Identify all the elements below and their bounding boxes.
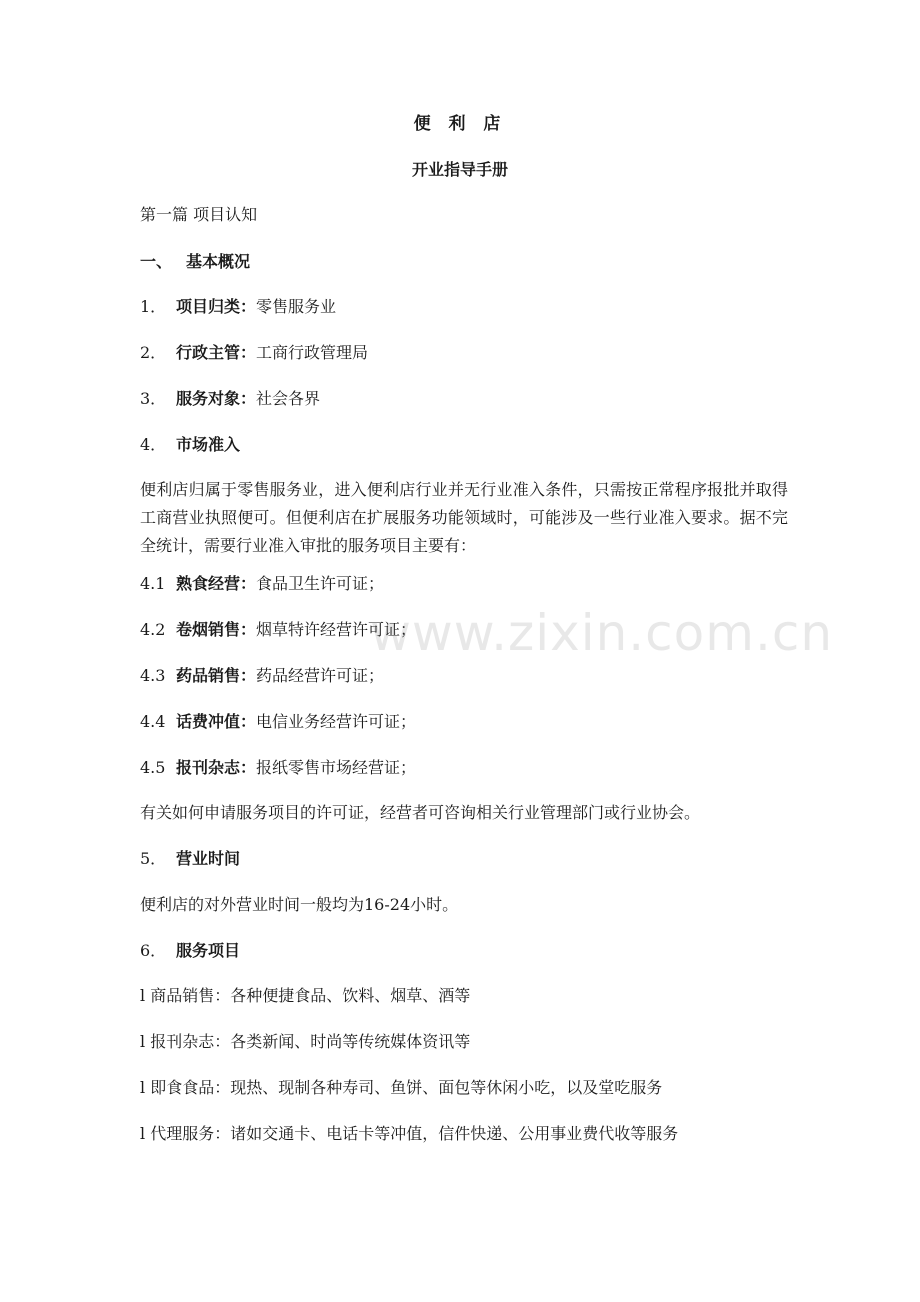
license-number: 4.5	[140, 758, 166, 777]
service-item: l 即食食品：现热、现制各种寿司、鱼饼、面包等休闲小吃，以及堂吃服务	[140, 1078, 663, 1097]
item-label: 营业时间	[176, 849, 241, 868]
item-number: 4．	[140, 435, 167, 454]
item-authority	[140, 343, 792, 363]
license-number: 4.1	[140, 574, 166, 593]
license-item	[140, 620, 792, 640]
part-heading: 第一篇 项目认知	[140, 205, 258, 224]
license-value: 烟草特许经营许可证；	[256, 620, 417, 639]
hours-heading	[140, 849, 792, 869]
license-item	[140, 758, 792, 778]
license-item	[140, 574, 792, 594]
license-label: 报刊杂志：	[176, 758, 257, 777]
license-value: 电信业务经营许可证；	[256, 712, 417, 731]
section-label: 基本概况	[186, 252, 251, 271]
item-label: 市场准入	[176, 435, 241, 454]
license-item	[140, 666, 792, 686]
item-value: 零售服务业	[256, 297, 337, 316]
license-value: 药品经营许可证；	[256, 666, 385, 685]
item-audience	[140, 389, 792, 409]
market-paragraph: 便利店归属于零售服务业，进入便利店行业并无行业准入条件，只需按正常程序报批并取得工商营业执照便可。但便利店在扩展服务功能领域时，可能涉及一些行业准入要求。据不完全统计，需要行业准入审批的服务项目主要有：	[140, 480, 788, 555]
item-number: 5．	[140, 849, 167, 868]
item-label: 服务项目	[176, 941, 241, 960]
service-item: l 代理服务：诸如交通卡、电话卡等冲值，信件快递、公用事业费代收等服务	[140, 1124, 679, 1143]
license-label: 熟食经营：	[176, 574, 257, 593]
item-number: 6．	[140, 941, 167, 960]
section-heading-basic	[140, 252, 792, 272]
license-label: 话费冲值：	[176, 712, 257, 731]
item-value: 社会各界	[256, 389, 321, 408]
hours-text: 便利店的对外营业时间一般均为16-24小时。	[140, 895, 459, 914]
license-value: 报纸零售市场经营证；	[256, 758, 417, 777]
services-heading	[140, 941, 792, 961]
license-note: 有关如何申请服务项目的许可证，经营者可咨询相关行业管理部门或行业协会。	[140, 803, 701, 822]
license-label: 药品销售：	[176, 666, 257, 685]
document-subtitle: 开业指导手册	[411, 160, 508, 179]
license-item	[140, 712, 792, 732]
item-value: 工商行政管理局	[256, 343, 369, 362]
license-label: 卷烟销售：	[176, 620, 257, 639]
license-number: 4.4	[140, 712, 166, 731]
item-number: 2．	[140, 343, 167, 362]
license-number: 4.3	[140, 666, 166, 685]
market-heading	[140, 435, 792, 455]
license-number: 4.2	[140, 620, 166, 639]
item-label: 服务对象：	[176, 389, 257, 408]
item-number: 3．	[140, 389, 167, 408]
document-title: 便 利 店	[413, 114, 507, 134]
item-label: 行政主管：	[176, 343, 257, 362]
item-label: 项目归类：	[176, 297, 257, 316]
section-number: 一、	[140, 252, 173, 271]
item-number: 1．	[140, 297, 167, 316]
service-item: l 商品销售：各种便捷食品、饮料、烟草、酒等	[140, 986, 471, 1005]
license-value: 食品卫生许可证；	[256, 574, 385, 593]
service-item: l 报刊杂志：各类新闻、时尚等传统媒体资讯等	[140, 1032, 471, 1051]
watermark: www.zixin.com.cn	[370, 604, 834, 662]
item-category	[140, 297, 792, 317]
